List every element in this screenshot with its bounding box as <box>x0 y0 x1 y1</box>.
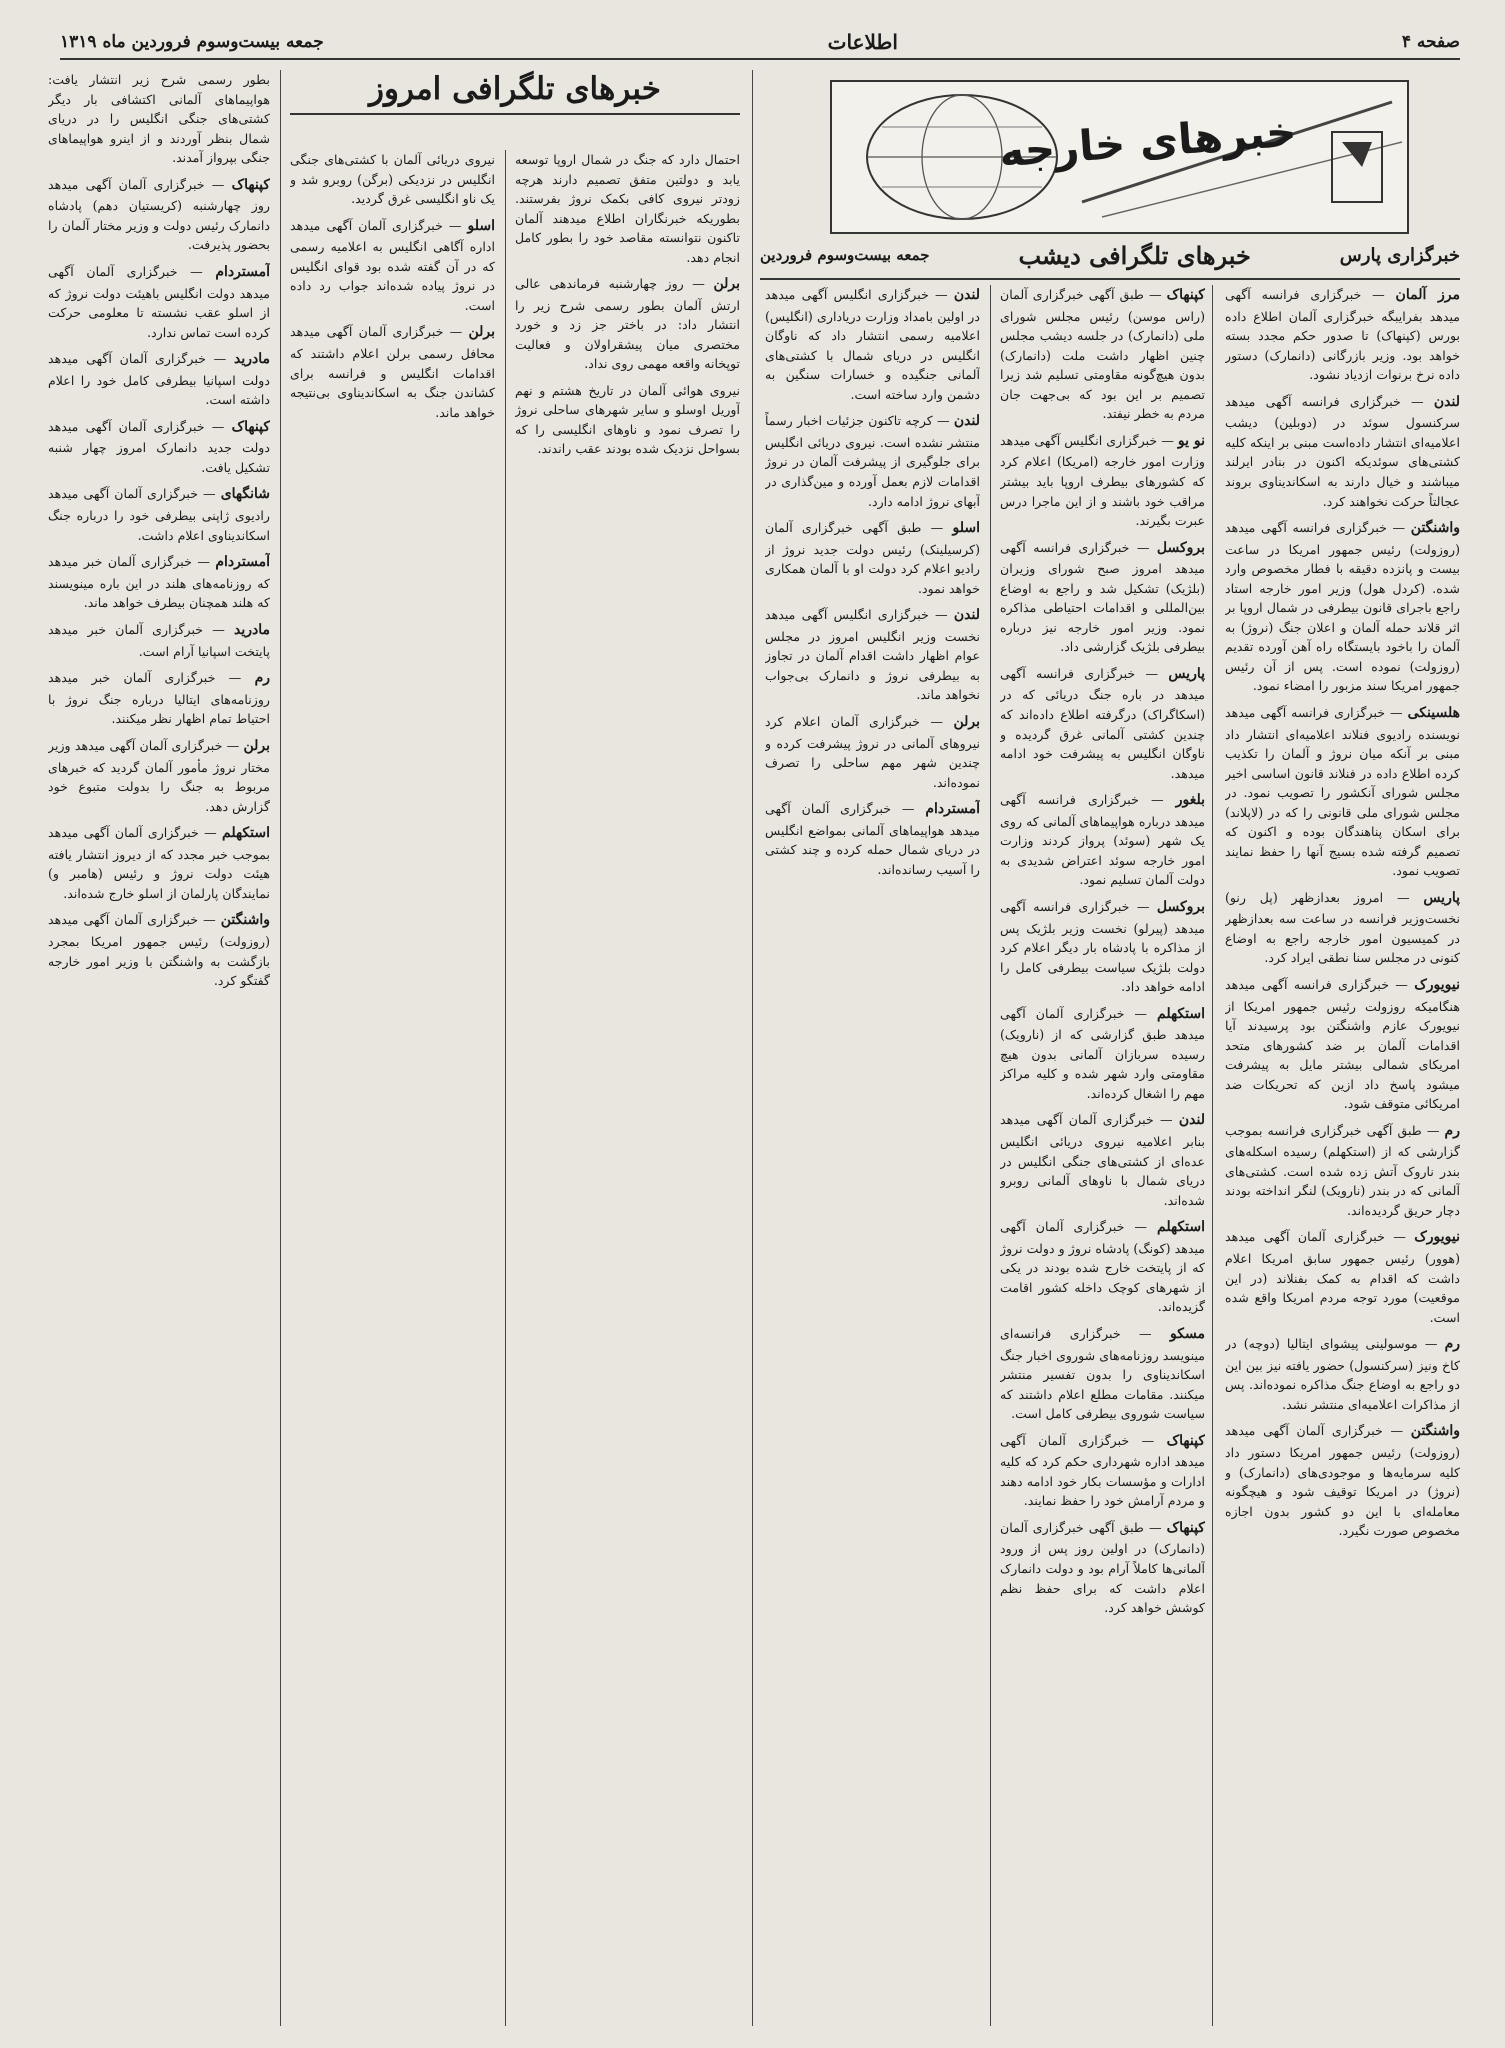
news-item: استکهلم — خبرگزاری آلمان آگهی میدهد طبق گزارشی که از (نارویک) رسیده سربازان آلمانی بدون هیچ مقاومتی وارد شهر شده و کلیه مراکز مهم را اشغال کرده‌اند. <box>1000 1005 1205 1101</box>
news-column-2 <box>1000 285 1205 2026</box>
news-body: خبرگزاری آلمان آگهی میدهد دولت اسپانیا بیطرفی کامل خود را اعلام داشته است. <box>48 351 270 408</box>
news-dateline: لندن <box>1433 393 1460 410</box>
column-rule <box>1212 285 1213 2026</box>
paper-name: اطلاعات <box>827 30 898 54</box>
news-item: نیویورک — خبرگزاری آلمان آگهی میدهد (هوور) رئیس جمهور سابق امریکا اعلام داشت که اقدام به کمک بفنلاند (در این موقعیت) مورد توجه مردم امریکا واقع شده است. <box>1225 1229 1460 1325</box>
news-item: کپنهاک — خبرگزاری آلمان آگهی میدهد روز چهارشنبه (کریستیان دهم) پادشاه دانمارک رئیس دولت و وزیر مختار آلمان را بحضور پذیرفت. <box>48 176 270 253</box>
news-dateline: آمستردام <box>925 801 980 818</box>
news-item: لندن — کرچه تاکنون جزئیات اخبار رسماً منتشر نشده است. نیروی دریائی انگلیس برای جلوگیری از پیشرفت آلمان در نروژ اقدامات لازم بعمل آورده و مین‌گذاری در آبهای نروژ ادامه دارد. <box>765 413 980 509</box>
column-rule <box>752 70 753 2026</box>
masthead <box>60 26 1460 60</box>
news-item <box>515 381 740 459</box>
news-body: خبرگزاری فرانسه آگهی میدهد سرکنسول سوئد در (دوبلین) دیشب اعلامیه‌ای انتشار داده‌است مبنی بر اینکه کلیه کشتی‌های سوئدیکه اکنون در بنادر ایرلند میباشند و خیال دارند به اسکاندیناوی بروند عجالتاً حرکت نخواهند کرد. <box>1225 393 1460 509</box>
news-item: واشنگتن — خبرگزاری آلمان آگهی میدهد (روزولت) رئیس جمهور امریکا بمجرد بازگشت به واشنگتن با وزیر امور خارجه گفتگو کرد. <box>48 912 270 989</box>
news-body: نیروی دریائی آلمان با کشتی‌های جنگی انگلیس در نزدیکی (برگن) روبرو شد و یک ناو انگلیسی غرق گردید. <box>290 152 495 207</box>
news-item: استکهلم — خبرگزاری آلمان آگهی میدهد (کونگ) پادشاه نروژ و دولت نروژ که از پایتخت خارج شده بودند در یکی از شهرهای کوچک داخله کشور اقامت گزیده‌اند. <box>1000 1219 1205 1315</box>
news-body: خبرگزاری آلمان آگهی میدهد دولت انگلیس باهیئت دولت نروژ که از اسلو عقب نشسته تا معلومی حرکت کرده است تماس ندارد. <box>48 263 270 340</box>
news-item: نیویورک — خبرگزاری فرانسه آگهی میدهد هنگامیکه روزولت رئیس جمهور امریکا از نیویورک عازم واشنگتن بود پرسیدند آیا اقدامات آلمان بر ضد کشورهای متحد امریکای شمالی بیشتر مایل به پیشرفت میشود پاسخ داد ازین که تحریکات ضد امریکائی متوقف شود. <box>1225 976 1460 1112</box>
news-dateline: رم <box>1444 1122 1460 1139</box>
news-dateline: پاریس <box>1168 665 1205 682</box>
news-body: خبرگزاری انگلیس آگهی میدهد وزارت امور خارجه (امریکا) اعلام کرد که کشورهای بیطرف اروپا باید بیشتر مراقب خود باشند و از این ماجرا درس عبرت بگیرند. <box>1000 432 1205 529</box>
news-item: مرز آلمان — خبرگزاری فرانسه آگهی میدهد بفرایبگه خبرگزاری آلمان اطلاع داده بورس (کپنهاک) تا صدور حکم مجدد بسته خواهد بود. وزیر بازرگانی (دانمارک) دستور داده نرخ برنوات ازدیاد نشود. <box>1225 287 1460 383</box>
news-dateline: برلن <box>243 737 270 754</box>
news-item: لندن — خبرگزاری آلمان آگهی میدهد بنابر اعلامیه نیروی دریائی انگلیس عده‌ای از کشتی‌های جنگی انگلیس در دریای شمال با ناوهای آلمانی روبرو شده‌اند. <box>1000 1112 1205 1208</box>
news-dateline: واشنگتن <box>1410 520 1460 537</box>
news-body: موسولینی پیشوای ایتالیا (دوچه) در کاخ ونیز (سرکنسول) حضور یافته نیز بین این دو راجع به اوضاع جنگ مذاکره نموده‌اند. پس از مذاکرات اعلامیه‌ای منتشر نشد. <box>1225 1336 1460 1412</box>
news-body: خبرگزاری آلمان آگهی میدهد (روزولت) رئیس جمهور امریکا بمجرد بازگشت به واشنگتن با وزیر امور خارجه گفتگو کرد. <box>48 912 270 989</box>
news-dateline: برلن <box>953 714 980 730</box>
page-number: صفحه ۴ <box>1401 32 1460 52</box>
news-dateline: آمستردام <box>215 263 270 280</box>
news-item: لندن — خبرگزاری فرانسه آگهی میدهد سرکنسول سوئد در (دوبلین) دیشب اعلامیه‌ای انتشار داده‌است مبنی بر اینکه کلیه کشتی‌های سوئدیکه اکنون در بنادر ایرلند میباشند و خیال دارند به اسکاندیناوی بروند عجالتاً حرکت نخواهند کرد. <box>1225 393 1460 509</box>
news-item: واشنگتن — خبرگزاری فرانسه آگهی میدهد (روزولت) رئیس جمهور امریکا در ساعت بیست و پانزده دقیقه با فطار مخصوص وارد شده. (کردل هول) وزیر امور خارجه استاد راجع باجرای قانون بیطرفی در شمال اروپا بر اثر قلاند حمله آلمان و اعلان جنگ (نروژ) به آلمان را باخود بایستگاه راه آهن آورده تقدیم (روزولت) نموده است. پس از آن رئیس جمهور امریکا سند مزبور را امضاء نمود. <box>1225 520 1460 694</box>
news-body: خبرگزاری آلمان آگهی میدهد رادیوی ژاپنی بیطرفی خود را درباره جنگ اسکاندیناوی اعلام داشت. <box>48 486 270 543</box>
news-item: آمستردام — خبرگزاری آلمان آگهی میدهد دولت انگلیس باهیئت دولت نروژ که از اسلو عقب نشسته تا معلومی حرکت کرده است تماس ندارد. <box>48 263 270 340</box>
news-item: مسکو — خبرگزاری فرانسه‌ای مینویسد روزنامه‌های شوروی اخبار جنگ اسکاندیناوی را بدون تفسیر منتشر میکنند. مقامات مطلع اعلام داشتند که سیاست شوروی بیطرفی کامل است. <box>1000 1325 1205 1422</box>
news-body: خبرگزاری آلمان خبر میدهد پایتخت اسپانیا آرام است. <box>48 621 270 659</box>
news-body: خبرگزاری آلمان خبر میدهد که روزنامه‌های هلند در این باره مینویسند که هلند همچنان بیطرف خواهد ماند. <box>48 554 270 611</box>
news-body: خبرگزاری فرانسه آگهی میدهد درباره هواپیماهای آلمانی که روی یک شهر (سوئد) پرواز کردند وزارت امور خارجه سوئد اعتراض شدیدی به دولت آلمان تسلیم نمود. <box>1000 792 1205 888</box>
news-body: طبق آگهی خبرگزاری آلمان (کرسیلینک) رئیس دولت جدید نروژ از رادیو اعلام کرد دولت او با آلمان همکاری خواهد نمود. <box>765 520 980 596</box>
column-rule <box>990 285 991 2026</box>
news-dateline: هلسینکی <box>1407 704 1460 721</box>
news-dateline: بلغور <box>1175 792 1205 809</box>
news-dateline: برلن <box>713 276 740 293</box>
news-body: امروز بعدازظهر (پل رنو) نخست‌وزیر فرانسه در ساعت سه بعدازظهر در کمیسیون امور خارجه راجع به اوضاع کنونی در مجلس سنا نطقی ایراد کرد. <box>1225 889 1460 966</box>
news-body: خبرگزاری انگلیس آگهی میدهد در اولین بامداد وزارت دریاداری (انگلیس) اعلامیه رسمی انتشار داد که ناوگان انگلیس در دریای شمال با کشتی‌های آلمانی جنگیده و خسارات سنگین به دشمن وارد ساخته است. <box>765 287 980 402</box>
news-body: بطور رسمی شرح زیر انتشار یافت: هواپیماهای آلمانی اکتشافی بار دیگر کشتی‌های جنگی انگلیس را در دریای شمال بنظر آوردند و از اینرو هواپیماهای جنگی بپرواز آمدند. <box>48 72 270 166</box>
news-body: خبرگزاری آلمان آگهی میدهد محافل رسمی برلن اعلام داشتند که اقدامات انگلیس و فرانسه برای کشاندن جنگ به اسکاندیناوی بی‌نتیجه خواهد ماند. <box>290 324 495 420</box>
news-dateline: نیویورک <box>1414 976 1460 993</box>
news-dateline: استکهلم <box>1157 1219 1205 1236</box>
news-body: خبرگزاری فرانسه‌ای مینویسد روزنامه‌های شوروی اخبار جنگ اسکاندیناوی را بدون تفسیر منتشر میکنند. مقامات مطلع اعلام داشتند که سیاست شوروی بیطرفی کامل است. <box>1000 1325 1205 1422</box>
news-dateline: کپنهاک <box>1166 287 1205 303</box>
news-item: بلغور — خبرگزاری فرانسه آگهی میدهد درباره هواپیماهای آلمانی که روی یک شهر (سوئد) پرواز کردند وزارت امور خارجه سوئد اعتراض شدیدی به دولت آلمان تسلیم نمود. <box>1000 792 1205 888</box>
news-body: خبرگزاری آلمان آگهی میدهد اداره آگاهی انگلیس به اعلامیه رسمی که در آن گفته شده بود قوای انگلیس در نروژ پیاده شده‌اند جواب رد داده است. <box>290 217 495 313</box>
news-dateline: بروکسل <box>1156 539 1205 556</box>
news-item: برلن — خبرگزاری آلمان آگهی میدهد وزیر مختار نروژ مأمور آلمان گردید که خبرهای مربوط به جنگ را بدولت متبوع خود گزارش دهد. <box>48 737 270 814</box>
news-item: کپنهاک — خبرگزاری آلمان آگهی میدهد دولت جدید دانمارک امروز چهار شنبه تشکیل یافت. <box>48 418 270 475</box>
news-dateline: کپنهاک <box>231 418 270 435</box>
column-rule <box>505 150 506 2026</box>
news-column-1 <box>1225 285 1460 2026</box>
news-body: خبرگزاری فرانسه آگهی میدهد (پیرلو) نخست وزیر بلژیک پس از مذاکره با پادشاه بار دیگر اعلام کرد دولت بلژیک سیاست بیطرفی کامل را ادامه خواهد داد. <box>1000 898 1205 995</box>
foreign-news-banner <box>830 80 1409 234</box>
news-item: لندن — خبرگزاری انگلیس آگهی میدهد نخست وزیر انگلیس امروز در مجلس عوام اظهار داشت اقدام آلمان در تجاوز به بیطرفی نروژ و دانمارک بی‌جواب نخواهد ماند. <box>765 607 980 703</box>
news-dateline: پاریس <box>1423 889 1460 906</box>
news-body: خبرگزاری فرانسه آگهی میدهد هنگامیکه روزولت رئیس جمهور امریکا از نیویورک عازم واشنگتن بود پرسیدند آیا اقدامات آلمان بر ضد کشورهای متحد امریکای شمالی بیشتر مایل به پیشرفت میشود پاسخ داد ازین که تحریکات ضد امریکائی متوقف شود. <box>1225 976 1460 1112</box>
news-dateline: مادرید <box>233 351 270 368</box>
today-header <box>290 70 740 140</box>
today-title: خبرهای تلگرافی امروز <box>290 70 740 115</box>
news-body: طبق آگهی خبرگزاری آلمان (دانمارک) در اولین روز پس از ورود آلمانی‌ها کاملاً آرام بود و دولت دانمارک اعلام داشت که برای حفظ نظم کوشش خواهد کرد. <box>1000 1519 1205 1616</box>
news-item: لندن — خبرگزاری انگلیس آگهی میدهد در اولین بامداد وزارت دریاداری (انگلیس) اعلامیه رسمی انتشار داد که ناوگان انگلیس در دریای شمال با کشتی‌های آلمانی جنگیده و خسارات سنگین به دشمن وارد ساخته است. <box>765 287 980 402</box>
news-item: رم — موسولینی پیشوای ایتالیا (دوچه) در کاخ ونیز (سرکنسول) حضور یافته نیز بین این دو راجع به اوضاع جنگ مذاکره نموده‌اند. پس از مذاکرات اعلامیه‌ای منتشر نشد. <box>1225 1336 1460 1412</box>
news-dateline: بروکسل <box>1156 898 1205 915</box>
news-dateline: برلن <box>468 324 495 341</box>
section-date: جمعه بیست‌وسوم فروردین <box>760 246 930 264</box>
news-dateline: کپنهاک <box>1166 1432 1205 1449</box>
news-item: مادرید — خبرگزاری آلمان آگهی میدهد دولت اسپانیا بیطرفی کامل خود را اعلام داشته است. <box>48 351 270 408</box>
news-item: رم — خبرگزاری آلمان خبر میدهد روزنامه‌های ایتالیا درباره جنگ نروژ با احتیاط تمام اظهار نظر میکنند. <box>48 670 270 727</box>
news-body: طبق آگهی خبرگزاری آلمان (راس موسن) رئیس مجلس شورای ملی (دانمارک) در جلسه دیشب مجلس چنین اظهار داشت ملت (دانمارک) بدون هیچ‌گونه مقاومتی تسلیم شد زیرا تصمیم بر این بود که بی‌جهت جان مردم به خطر نیفتد. <box>1000 287 1205 422</box>
news-item: آمستردام — خبرگزاری آلمان آگهی میدهد هواپیماهای آلمانی بمواضع انگلیس در دریای شمال حمله کرده و چند کشتی را آسیب رسانده‌اند. <box>765 801 980 877</box>
news-item: اسلو — طبق آگهی خبرگزاری آلمان (کرسیلینک) رئیس دولت جدید نروژ از رادیو اعلام کرد دولت او با آلمان همکاری خواهد نمود. <box>765 520 980 596</box>
news-body: خبرگزاری فرانسه آگهی میدهد در باره جنگ دریائی که در (اسکاگراک) درگرفته اطلاع داده‌اند که چندین کشتی آلمانی غرق گردیده و ناوگان انگلیس به پیشرفت خود ادامه میدهد. <box>1000 665 1205 781</box>
news-body: خبرگزاری آلمان آگهی میدهد بنابر اعلامیه نیروی دریائی انگلیس عده‌ای از کشتی‌های جنگی انگلیس در دریای شمال با ناوهای آلمانی روبرو شده‌اند. <box>1000 1112 1205 1208</box>
news-body: خبرگزاری آلمان آگهی میدهد (کونگ) پادشاه نروژ و دولت نروژ که از پایتخت خارج شده بودند در یکی از شهرهای کوچک داخله کشور اقامت گزیده‌اند. <box>1000 1219 1205 1315</box>
banner-title: خبرهای خارجه <box>998 106 1299 177</box>
news-body: خبرگزاری آلمان خبر میدهد روزنامه‌های ایتالیا درباره جنگ نروژ با احتیاط تمام اظهار نظر میکنند. <box>48 670 270 727</box>
news-body: خبرگزاری آلمان اعلام کرد نیروهای آلمانی در نروژ پیشرفت کرده و چندین شهر مهم ساحلی را تصرف نموده‌اند. <box>765 714 980 790</box>
news-body: احتمال دارد که جنگ در شمال اروپا توسعه یابد و دولتین متفق تصمیم دارند هرچه زودتر نیروی کافی بکمک نروژ بفرستند. بطوریکه خبرنگاران اطلاع میدهند آلمان تاکنون نتوانسته مقاصد خود را بطور کامل انجام دهد. <box>515 152 740 265</box>
news-item: هلسینکی — خبرگزاری فرانسه آگهی میدهد نویسنده رادیوی فنلاند اعلامیه‌ای انتشار داد مبنی بر آنکه میان نروژ و آلمان را تکذیب کرده اطلاع داده در فنلاند قانون اساسی اخیر مجلس شورای آنکشور را تصویب نمود. در مجلس شورای ملی قانونی را که در (لاپلاند) برای اسکان پناهندگان بوده و اکنون که تصمیم گرفته شده بسیج آنها را حفظ نمایند تصویب نمود. <box>1225 704 1460 879</box>
news-dateline: لندن <box>953 287 980 303</box>
news-dateline: آمستردام <box>215 554 270 571</box>
news-body: خبرگزاری آلمان آگهی میدهد (هوور) رئیس جمهور سابق امریکا اعلام داشت که اقدام به کمک بفنلاند (در این موقعیت) مورد توجه مردم امریکا واقع شده است. <box>1225 1229 1460 1325</box>
news-item: رم — طبق آگهی خبرگزاری فرانسه بموجب گزارشی که از (استکهلم) رسیده اسکله‌های بندر ناروک آتش زده شده است. کشتی‌های آلمانی که در بندر (نارویک) لنگر انداخته بودند دچار حریق گردیده‌اند. <box>1225 1122 1460 1218</box>
news-dateline: لندن <box>953 413 980 430</box>
news-column-6 <box>48 70 270 2026</box>
column-rule <box>280 70 281 2026</box>
news-item: آمستردام — خبرگزاری آلمان خبر میدهد که روزنامه‌های هلند در این باره مینویسند که هلند همچنان بیطرف خواهد ماند. <box>48 554 270 611</box>
news-item: مادرید — خبرگزاری آلمان خبر میدهد پایتخت اسپانیا آرام است. <box>48 621 270 659</box>
news-body: خبرگزاری آلمان آگهی میدهد هواپیماهای آلمانی بمواضع انگلیس در دریای شمال حمله کرده و چند کشتی را آسیب رسانده‌اند. <box>765 801 980 877</box>
news-body: خبرگزاری فرانسه آگهی میدهد امروز صبح شورای وزیران (بلژیک) تشکیل شد و راجع به اوضاع بین‌المللی و اقدامات احتیاطی مذاکره نمود. وزیر امور خارجه نیز درباره بیطرفی بلژیک گزارشی داد. <box>1000 539 1205 655</box>
news-dateline: واشنگتن <box>1410 1423 1460 1440</box>
news-item: بروکسل — خبرگزاری فرانسه آگهی میدهد (پیرلو) نخست وزیر بلژیک پس از مذاکره با پادشاه بار دیگر اعلام کرد دولت بلژیک سیاست بیطرفی کامل را ادامه خواهد داد. <box>1000 898 1205 995</box>
news-column-5 <box>290 150 495 2026</box>
issue-date: جمعه بیست‌وسوم فروردین ماه ۱۳۱۹ <box>60 32 324 52</box>
news-item: برلن — روز چهارشنبه فرماندهی عالی ارتش آلمان بطور رسمی شرح زیر را انتشار داد: در باختر جز زد و خورد مختصری میان پیشقراولان و فعالیت توپخانه واقعه مهمی روی نداد. <box>515 276 740 372</box>
news-body: خبرگزاری آلمان آگهی میدهد روز چهارشنبه (کریستیان دهم) پادشاه دانمارک رئیس دولت و وزیر مختار آلمان را بحضور پذیرفت. <box>48 176 270 253</box>
foreign-subhead <box>760 232 1460 280</box>
news-body: کرچه تاکنون جزئیات اخبار رسماً منتشر نشده است. نیروی دریائی انگلیس برای جلوگیری از پیشرفت آلمان در نروژ اقدامات لازم بعمل آورده و مین‌گذاری در آبهای نروژ ادامه دارد. <box>765 413 980 509</box>
news-dateline: نو یو <box>1177 432 1205 449</box>
news-dateline: لندن <box>953 607 980 624</box>
news-item: برلن — خبرگزاری آلمان اعلام کرد نیروهای آلمانی در نروژ پیشرفت کرده و چندین شهر مهم ساحلی را تصرف نموده‌اند. <box>765 714 980 790</box>
news-dateline: مادرید <box>233 621 270 638</box>
news-item <box>48 70 270 168</box>
news-body: خبرگزاری فرانسه آگهی میدهد نویسنده رادیوی فنلاند اعلامیه‌ای انتشار داد مبنی بر آنکه میان نروژ و آلمان را تکذیب کرده اطلاع داده در فنلاند قانون اساسی اخیر مجلس شورای آنکشور را تصویب نمود. در مجلس شورای ملی قانونی را که در (لاپلاند) برای اسکان پناهندگان بوده و اکنون که تصمیم گرفته شده بسیج آنها را حفظ نمایند تصویب نمود. <box>1225 704 1460 879</box>
news-item: شانگهای — خبرگزاری آلمان آگهی میدهد رادیوی ژاپنی بیطرفی خود را درباره جنگ اسکاندیناوی اعلام داشت. <box>48 486 270 543</box>
news-body: خبرگزاری آلمان آگهی میدهد (روزولت) رئیس جمهور امریکا دستور داد کلیه سرمایه‌ها و موجودی‌های (دانمارک) و (نروژ) در امریکا توقیف شود و هیچگونه معامله‌ای با این دو کشور بدون اجازه مخصوص صورت نگیرد. <box>1225 1423 1460 1539</box>
news-item: استکهلم — خبرگزاری آلمان آگهی میدهد بموجب خبر مجدد که از دیروز انتشار یافته هیئت دولت نروژ و رئیس (هامبر و) نمایندگان پارلمان از اسلو خارج شده‌اند. <box>48 825 270 901</box>
news-body: خبرگزاری آلمان آگهی میدهد وزیر مختار نروژ مأمور آلمان گردید که خبرهای مربوط به جنگ را بدولت متبوع خود گزارش دهد. <box>48 737 270 814</box>
news-dateline: کپنهاک <box>1166 1519 1205 1536</box>
news-dateline: استکهلم <box>222 825 270 842</box>
news-body: خبرگزاری آلمان آگهی میدهد اداره شهرداری حکم کرد که کلیه ادارات و مؤسسات بکار خود ادامه دهند و مردم آرامش خود را حفظ نمایند. <box>1000 1432 1205 1509</box>
news-body: روز چهارشنبه فرماندهی عالی ارتش آلمان بطور رسمی شرح زیر را انتشار داد: در باختر جز زد و خورد مختصری میان پیشقراولان و فعالیت توپخانه واقعه مهمی روی نداد. <box>515 276 740 372</box>
news-body: خبرگزاری آلمان آگهی میدهد دولت جدید دانمارک امروز چهار شنبه تشکیل یافت. <box>48 418 270 475</box>
news-dateline: کپنهاک <box>231 176 270 193</box>
news-item: پاریس — امروز بعدازظهر (پل رنو) نخست‌وزیر فرانسه در ساعت سه بعدازظهر در کمیسیون امور خارجه راجع به اوضاع کنونی در مجلس سنا نطقی ایراد کرد. <box>1225 889 1460 966</box>
news-body: خبرگزاری فرانسه آگهی میدهد (روزولت) رئیس جمهور امریکا در ساعت بیست و پانزده دقیقه با فطار مخصوص وارد شده. (کردل هول) وزیر امور خارجه استاد راجع باجرای قانون بیطرفی در شمال اروپا بر اثر قلاند حمله آلمان و اعلان جنگ (نروژ) به آلمان را باخود بایستگاه راه آهن آورده تقدیم (روزولت) نموده است. پس از آن رئیس جمهور امریکا سند مزبور را امضاء نمود. <box>1225 520 1460 694</box>
news-body: خبرگزاری آلمان آگهی میدهد طبق گزارشی که از (نارویک) رسیده سربازان آلمانی بدون هیچ مقاومتی وارد شهر شده و کلیه مراکز مهم را اشغال کرده‌اند. <box>1000 1005 1205 1101</box>
news-item: کپنهاک — طبق آگهی خبرگزاری آلمان (راس موسن) رئیس مجلس شورای ملی (دانمارک) در جلسه دیشب مجلس چنین اظهار داشت ملت (دانمارک) بدون هیچ‌گونه مقاومتی تسلیم شد زیرا تصمیم بر این بود که بی‌جهت جان مردم به خطر نیفتد. <box>1000 287 1205 422</box>
news-dateline: لندن <box>1178 1112 1205 1129</box>
news-dateline: استکهلم <box>1157 1005 1205 1022</box>
news-dateline: نیویورک <box>1414 1229 1460 1246</box>
news-body: طبق آگهی خبرگزاری فرانسه بموجب گزارشی که از (استکهلم) رسیده اسکله‌های بندر ناروک آتش زده شده است. کشتی‌های آلمانی که در بندر (نارویک) لنگر انداخته بودند دچار حریق گردیده‌اند. <box>1225 1122 1460 1218</box>
section-title: خبرهای تلگرافی دیشب <box>1018 240 1251 270</box>
news-item: اسلو — خبرگزاری آلمان آگهی میدهد اداره آگاهی انگلیس به اعلامیه رسمی که در آن گفته شده بود قوای انگلیس در نروژ پیاده شده‌اند جواب رد داده است. <box>290 217 495 313</box>
news-dateline: مسکو <box>1170 1325 1205 1342</box>
news-item: برلن — خبرگزاری آلمان آگهی میدهد محافل رسمی برلن اعلام داشتند که اقدامات انگلیس و فرانسه برای کشاندن جنگ به اسکاندیناوی بی‌نتیجه خواهد ماند. <box>290 324 495 420</box>
news-dateline: اسلو <box>467 217 495 234</box>
news-dateline: اسلو <box>952 520 980 537</box>
news-dateline: واشنگتن <box>220 912 270 929</box>
news-dateline: رم <box>1444 1336 1460 1353</box>
agency-label: خبرگزاری پارس <box>1339 244 1460 266</box>
news-dateline: مرز آلمان <box>1395 287 1460 303</box>
news-column-3 <box>765 285 980 2026</box>
news-column-4 <box>515 150 740 2026</box>
news-body: خبرگزاری انگلیس آگهی میدهد نخست وزیر انگلیس امروز در مجلس عوام اظهار داشت اقدام آلمان در تجاوز به بیطرفی نروژ و دانمارک بی‌جواب نخواهد ماند. <box>765 607 980 703</box>
news-item: نو یو — خبرگزاری انگلیس آگهی میدهد وزارت امور خارجه (امریکا) اعلام کرد که کشورهای بیطرف اروپا باید بیشتر مراقب خود باشند و از این ماجرا درس عبرت بگیرند. <box>1000 432 1205 529</box>
news-item: بروکسل — خبرگزاری فرانسه آگهی میدهد امروز صبح شورای وزیران (بلژیک) تشکیل شد و راجع به اوضاع بین‌المللی و اقدامات احتیاطی مذاکره نمود. وزیر امور خارجه نیز درباره بیطرفی بلژیک گزارشی داد. <box>1000 539 1205 655</box>
news-item: پاریس — خبرگزاری فرانسه آگهی میدهد در باره جنگ دریائی که در (اسکاگراک) درگرفته اطلاع داده‌اند که چندین کشتی آلمانی غرق گردیده و ناوگان انگلیس به پیشرفت خود ادامه میدهد. <box>1000 665 1205 781</box>
news-item <box>515 150 740 267</box>
news-item: کپنهاک — طبق آگهی خبرگزاری آلمان (دانمارک) در اولین روز پس از ورود آلمانی‌ها کاملاً آرام بود و دولت دانمارک اعلام داشت که برای حفظ نظم کوشش خواهد کرد. <box>1000 1519 1205 1616</box>
news-body: خبرگزاری آلمان آگهی میدهد بموجب خبر مجدد که از دیروز انتشار یافته هیئت دولت نروژ و رئیس (هامبر و) نمایندگان پارلمان از اسلو خارج شده‌اند. <box>48 825 270 901</box>
news-dateline: شانگهای <box>220 486 270 503</box>
news-body: خبرگزاری فرانسه آگهی میدهد بفرایبگه خبرگزاری آلمان اطلاع داده بورس (کپنهاک) تا صدور حکم مجدد بسته خواهد بود. وزیر بازرگانی (دانمارک) دستور داده نرخ برنوات ازدیاد نشود. <box>1225 287 1460 383</box>
news-item <box>290 150 495 209</box>
news-dateline: رم <box>254 670 270 687</box>
news-body: نیروی هوائی آلمان در تاریخ هشتم و نهم آوریل اوسلو و سایر شهرهای ساحلی نروژ را تصرف نمود و ناوهای انگلیسی را که بسواحل نزدیک شده بودند عقب راندند. <box>515 382 740 457</box>
news-item: واشنگتن — خبرگزاری آلمان آگهی میدهد (روزولت) رئیس جمهور امریکا دستور داد کلیه سرمایه‌ها و موجودی‌های (دانمارک) و (نروژ) در امریکا توقیف شود و هیچگونه معامله‌ای با این دو کشور بدون اجازه مخصوص صورت نگیرد. <box>1225 1423 1460 1539</box>
news-item: کپنهاک — خبرگزاری آلمان آگهی میدهد اداره شهرداری حکم کرد که کلیه ادارات و مؤسسات بکار خود ادامه دهند و مردم آرامش خود را حفظ نمایند. <box>1000 1432 1205 1509</box>
